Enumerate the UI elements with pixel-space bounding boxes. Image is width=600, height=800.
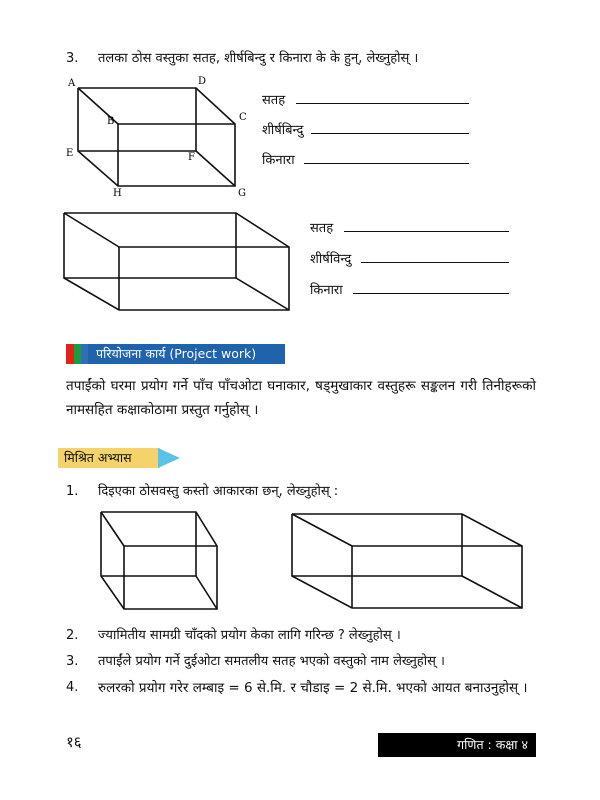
mixed-q4-text: रुलरको प्रयोग गरेर लम्बाइ = 6 से.मि. र चौडाइ = 2 से.मि. भएको आयत बनाउनुहोस् ।	[98, 680, 528, 696]
project-text: तपाईंको घरमा प्रयोग गर्ने पाँच पाँचओटा घनाकार, षड्मुखाकार वस्तुहरू सङ्कलन गरी तिनीहरूको नामसहित कक्षाकोठामा प्रस्तुत गर्नुहोस् ।	[66, 378, 536, 418]
mixed-q3-text: तपाईंले प्रयोग गर्ने दुईओटा समतलीय सतह भएको वस्तुको नाम लेख्नुहोस् ।	[98, 654, 445, 669]
mixed-q1-number: 1.	[66, 484, 79, 499]
vertex-b: B	[107, 116, 115, 127]
fig1-edge-label: किनारा	[262, 153, 295, 168]
vertex-e: E	[66, 148, 74, 159]
question-3-number: 3.	[66, 51, 79, 66]
mixed-q4-number: 4.	[66, 680, 79, 695]
mixed-q2-number: 2.	[66, 628, 79, 643]
fig2-edge-label: किनारा	[310, 283, 343, 298]
question-3-text: तलका ठोस वस्तुका सतह, शीर्षबिन्दु र किनारा के के हुन्, लेख्नुहोस् ।	[98, 51, 419, 66]
mixed-q3-number: 3.	[66, 654, 79, 669]
vertex-a: A	[68, 78, 76, 89]
fig1-surface-label: सतह	[262, 93, 286, 108]
vertex-g: G	[238, 188, 246, 199]
footer-subject: गणित : कक्षा ४	[457, 737, 528, 752]
vertex-c: C	[239, 112, 247, 123]
fig2-surface-label: सतह	[310, 221, 334, 236]
mixed-exercise-title: मिश्रित अभ्यास	[64, 450, 132, 465]
mixed-q1-text: दिइएका ठोसवस्तु कस्तो आकारका छन्, लेख्नुहोस् :	[98, 484, 339, 499]
fig2-vertex-label: शीर्षविन्दु	[310, 252, 352, 267]
fig1-vertex-label: शीर्षबिन्दु	[262, 123, 304, 138]
page-number: १६	[66, 733, 82, 751]
footer-subject-bar	[378, 733, 536, 757]
mixed-q2-text: ज्यामितीय सामग्री चाँदको प्रयोग केका लागि गरिन्छ ? लेख्नुहोस् ।	[98, 628, 401, 643]
project-banner-title: परियोजना कार्य (Project work)	[96, 346, 257, 361]
vertex-h: H	[113, 188, 122, 199]
vertex-f: F	[188, 152, 195, 163]
vertex-d: D	[198, 76, 207, 87]
